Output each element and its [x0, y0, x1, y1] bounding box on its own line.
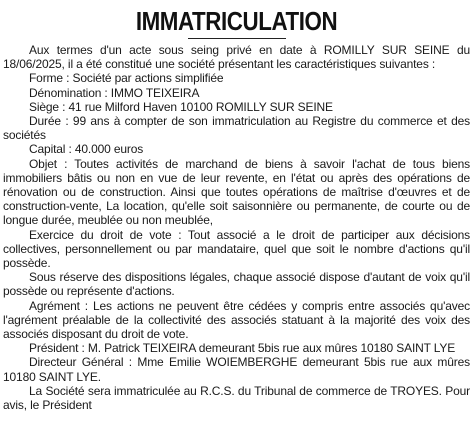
- siege-line: Siège : 41 rue Milford Haven 10100 ROMILLY SUR SEINE: [29, 99, 333, 114]
- intro-paragraph: Aux termes d'un acte sous seing privé en date à ROMILLY SUR SEINE du 18/06/2025, il a été constitué une société présentant les caractéristiques suivantes :: [3, 43, 470, 72]
- notice-body: [3, 43, 470, 412]
- agrement-paragraph: Agrément : Les actions ne peuvent être cédées y compris entre associés qu'avec l'agrément préalable de la collectivité des associés statuant à la majorité des voix des associés disposant du droit de vote.: [3, 298, 470, 342]
- duree-line: Durée : 99 ans à compter de son immatriculation au Registre du commerce et des sociétés: [3, 114, 470, 143]
- notice-title: IMMATRICULATION: [135, 6, 338, 36]
- closing-paragraph: La Société sera immatriculée au R.C.S. du Tribunal de commerce de TROYES. Pour avis, le Président: [3, 383, 470, 413]
- capital-line: Capital : 40.000 euros: [29, 142, 144, 157]
- denomination-line: Dénomination : IMMO TEIXEIRA: [29, 85, 200, 100]
- objet-paragraph: Objet : Toutes activités de marchand de biens à savoir l'achat de tous biens immobiliers bâtis ou non en vue de leur revente, en l'état ou après des opérations de rénovation ou de construction. Ainsi que toutes opérations de maîtrise d'œuvres et de construction-vente, La location, qu'elle soit saisonnière ou permanente, de courte ou de longue durée, meublée ou non meublée,: [3, 156, 470, 228]
- reserve-paragraph: Sous réserve des dispositions légales, chaque associé dispose d'autant de voix qu'il possède ou représente d'actions.: [3, 270, 470, 299]
- title-underline: [188, 38, 286, 39]
- droit-de-vote-paragraph: Exercice du droit de vote : Tout associé a le droit de participer aux décisions collectives, personnellement ou par mandataire, quel que soit le nombre d'actions qu'il possède.: [3, 227, 470, 271]
- forme-line: Forme : Société par actions simplifiée: [29, 71, 224, 86]
- directeur-general-line: Directeur Général : Mme Emilie WOIEMBERGHE demeurant 5bis rue aux mûres 10180 SAINT LYE.: [3, 355, 470, 384]
- president-line: Président : M. Patrick TEIXEIRA demeurant 5bis rue aux mûres 10180 SAINT LYE: [29, 341, 456, 356]
